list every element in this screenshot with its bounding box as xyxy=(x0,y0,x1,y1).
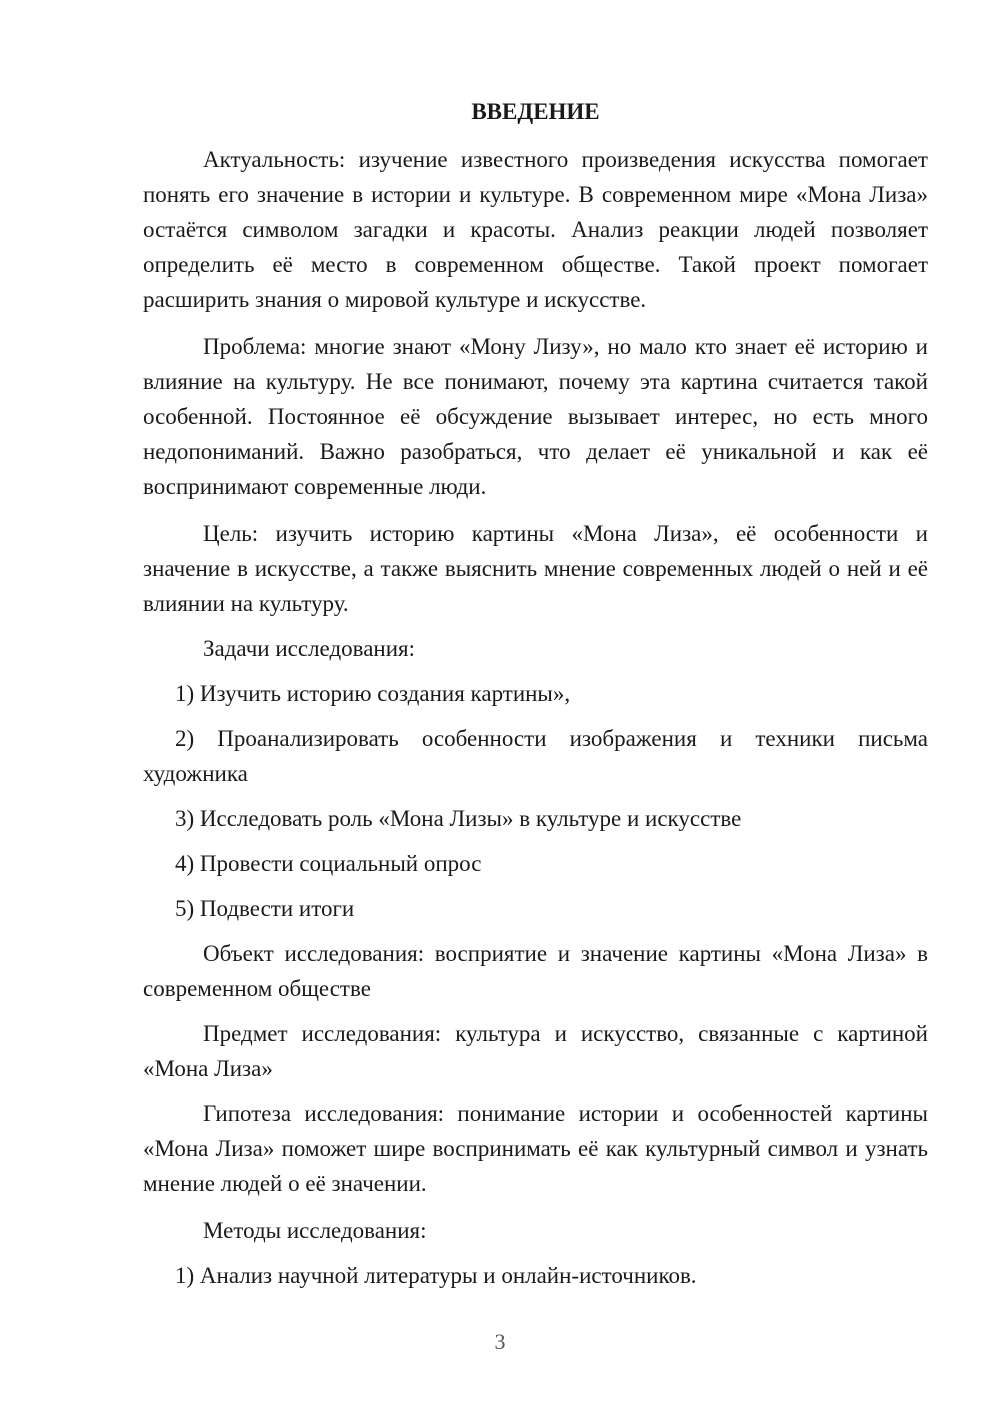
task-item: 1) Изучить историю создания картины», xyxy=(175,681,571,706)
page-number: 3 xyxy=(494,1329,506,1354)
task-item: 4) Провести социальный опрос xyxy=(175,851,482,876)
paragraph-subject: Предмет исследования: культура и искусство, связанные с картиной «Мона Лиза» xyxy=(143,1021,928,1081)
methods-heading: Методы исследования: xyxy=(203,1218,427,1243)
paragraph-object: Объект исследования: восприятие и значение картины «Мона Лиза» в современном обществе xyxy=(143,941,928,1001)
task-item: 3) Исследовать роль «Мона Лизы» в культуре и искусстве xyxy=(175,806,742,831)
document-body xyxy=(143,142,928,1293)
paragraph-goal: Цель: изучить историю картины «Мона Лиза», её особенности и значение в искусстве, а также выяснить мнение современных людей о ней и её влиянии на культуру. xyxy=(143,521,928,616)
paragraph-problem: Проблема: многие знают «Мону Лизу», но мало кто знает её историю и влияние на культуру. Не все понимают, почему эта картина считается такой особенной. Постоянное её обсуждение вызывает интерес, но есть много недопониманий. Важно разобраться, что делает её уникальной и как её воспринимают современные люди. xyxy=(143,334,928,499)
method-item: 1) Анализ научной литературы и онлайн-источников. xyxy=(175,1263,697,1288)
paragraph-relevance: Актуальность: изучение известного произведения искусства помогает понять его значение в истории и культуре. В современном мире «Мона Лиза» остаётся символом загадки и красоты. Анализ реакции людей позволяет определить её место в современном обществе. Такой проект помогает расширить знания о мировой культуре и искусстве. xyxy=(143,147,928,312)
task-item: 5) Подвести итоги xyxy=(175,896,355,921)
tasks-heading: Задачи исследования: xyxy=(203,636,416,661)
page-title: ВВЕДЕНИЕ xyxy=(471,99,600,124)
task-item: 2) Проанализировать особенности изображения и техники письма художника xyxy=(143,726,928,786)
paragraph-hypothesis: Гипотеза исследования: понимание истории и особенностей картины «Мона Лиза» поможет шире воспринимать её как культурный символ и узнать мнение людей о её значении. xyxy=(143,1101,928,1196)
